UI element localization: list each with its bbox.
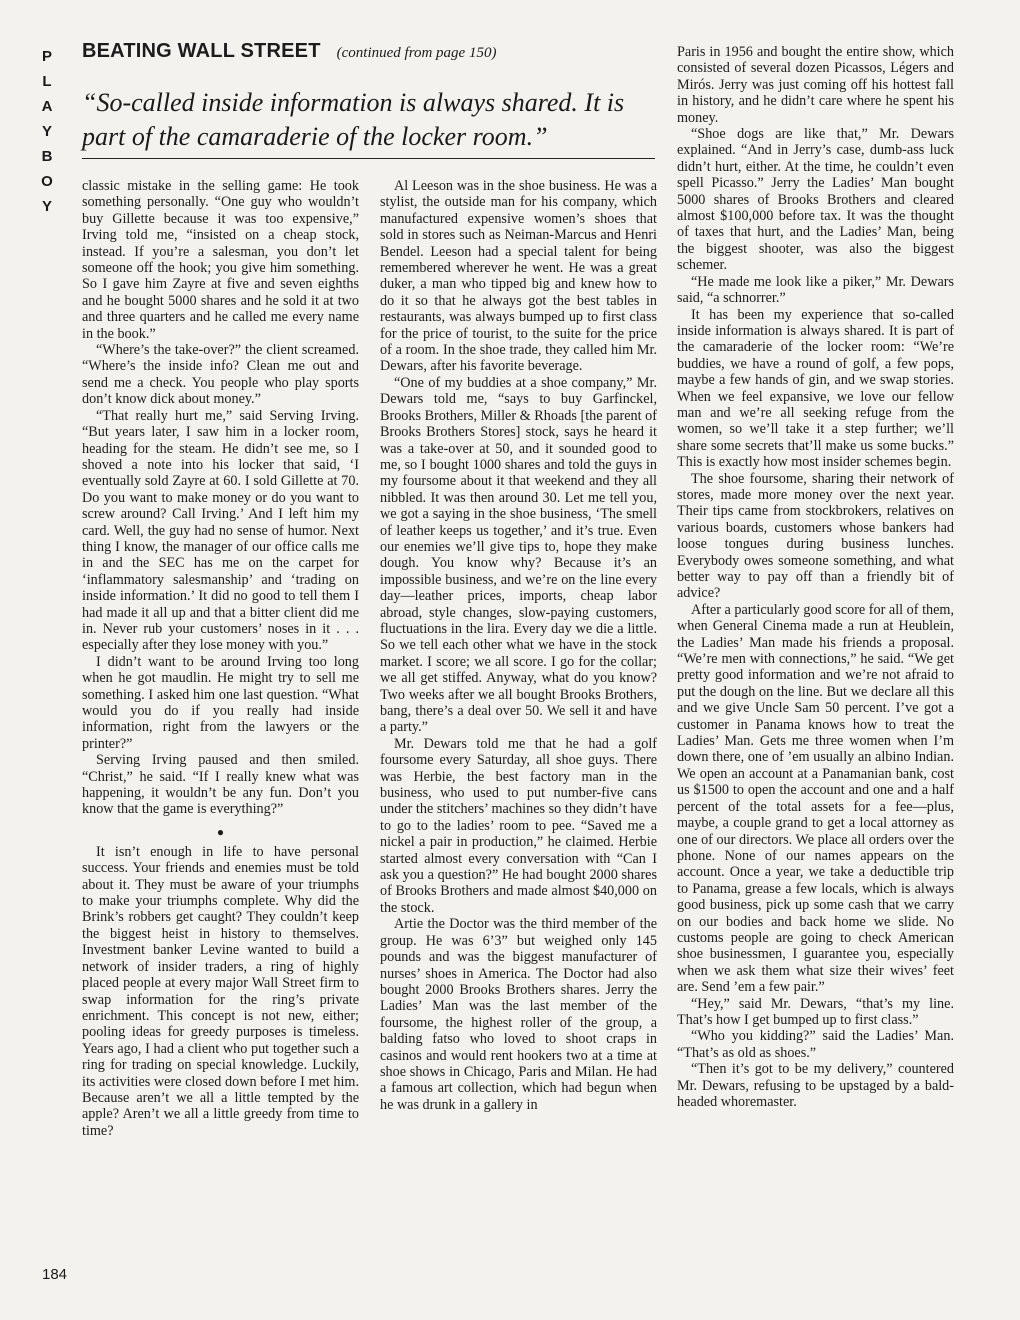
sidebar-letter: L [42,73,52,90]
paragraph: “Who you kidding?” said the Ladies’ Man. “That’s as old as shoes.” [677,1028,954,1061]
text-column-2 [380,178,657,1293]
paragraph: classic mistake in the selling game: He took something personally. “One guy who wouldn’t buy Gillette because it was too expensive,” Irving told me, “insisted on a cheap stock, instead. If you’re a salesman, you don’t let someone off the hook; you give him something. So I gave him Zayre at five and seven eighths and he bought 5000 shares and he sold it at two and three quarters and he called me every name in the book.” [82,178,359,342]
paragraph: “Shoe dogs are like that,” Mr. Dewars explained. “And in Jerry’s case, dumb-ass luck didn’t hurt, either. At the time, he couldn’t even spell Picasso.” Jerry the Ladies’ Man bought 5000 shares of Brooks Brothers and cleared almost $100,000 before tax. It was the thought of taxes that hurt, and the Ladies’ Man, being the biggest shooter, was also the biggest schemer. [677,126,954,274]
magazine-sidebar-mark [34,44,60,219]
text-column-1 [82,178,359,1293]
paragraph: It isn’t enough in life to have personal success. Your friends and enemies must be told about it. They must be aware of your triumphs to make your triumphs complete. Why did the Brink’s robbers get caught? They couldn’t keep the biggest heist in history to themselves. Investment banker Levine wanted to build a network of insider traders, a ring of highly placed people at every major Wall Street firm to swap information for the ring’s private enrichment. This concept is not new, either; pooling ideas for greedy purposes is timeless. Years ago, I had a client who put together such a ring for trading on special knowledge. Luckily, its activities were closed down before I met him. Because aren’t we all a little tempted by the apple? Aren’t we all a little greedy from time to time? [82,843,359,1139]
paragraph: Artie the Doctor was the third member of the group. He was 6’3” but weighed only 145 pounds and was the biggest manufacturer of nurses’ shoes in America. The Doctor had also bought 2000 Brooks Brothers shares. Jerry the Ladies’ Man was the last member of the foursome, the highest roller of the group, a balding fatso who loved to shoot craps in casinos and would rent hookers two at a time at shoe shows in Chicago, Paris and Milan. He had a famous art collection, which had begun when he was drunk in a gallery in [380,916,657,1113]
page-number: 184 [42,1266,68,1283]
section-break-dot: ● [216,824,225,839]
paragraph: Serving Irving paused and then smiled. “Christ,” he said. “If I really knew what was happening, it wouldn’t be any fun. Don’t you know that the game is everything?” [82,752,359,818]
sidebar-letter: B [41,148,53,165]
paragraph: After a particularly good score for all of them, when General Cinema made a run at Heublein, the Ladies’ Man made his friends a proposal. “We’re men with connections,” he said. “We get pretty good information and we’re not afraid to put the dough on the line. But we declare all this and we give Uncle Sam 50 percent. I’ve got a customer in Panama knows how to treat the Ladies’ Man. Gets me three women when I’m down there, one of ’em usually an albino Indian. We open an account at a Panamanian bank, cost us $1500 to open the account and one and a half percent of the total assets for a fee—plus, maybe, a couple grand to get a local attorney as one of our directors. We place all orders over the phone. None of our names appears on the account. Once a year, we take a deductible trip to Panama, grease a few locals, which is always good business, pick up some cash that we carry on our bodies and back home we slide. No customs people are going to check American shoe businessmen, I guarantee you, especially when we ask them what size their wives’ feet are. Send ’em a few pair.” [677,601,954,996]
paragraph: It has been my experience that so-called inside information is always shared. It is part of the camaraderie of the locker room: “We’re buddies, we have a round of golf, a few pops, maybe a few hands of gin, and we swap stories. When we feel expansive, we love our fellow man and we’re all seeking refuge from the women, so we’ll take it a step further; we’ll share some secrets that’ll make us some bucks.” This is exactly how most insider schemes begin. [677,306,954,471]
article-kicker: BEATING WALL STREET [82,40,321,62]
sidebar-letter: P [41,48,52,65]
text-column-3 [677,44,954,1294]
pull-quote: “So-called inside information is always shared. It is part of the camaraderie of the locker room.” [82,88,625,151]
paragraph: The shoe foursome, sharing their network of stores, made more money over the next year. Their tips came from stockbrokers, relatives on various boards, customers whose bankers had loose tongues during business lunches. Everybody owes someone something, and what better way to pay off than a friendly bit of advice? [677,470,954,602]
sidebar-letter: A [41,98,53,115]
paragraph: “Where’s the take-over?” the client screamed. “Where’s the inside info? Clean me out and send me a check. You people who play sports don’t know dick about money.” [82,342,359,408]
paragraph: Paris in 1956 and bought the entire show, which consisted of several dozen Picassos, Légers and Mirós. Jerry was just coming off his hottest fall in history, and he didn’t care where he spent his money. [677,44,954,126]
paragraph: “Hey,” said Mr. Dewars, “that’s my line. That’s how I get bumped up to first class.” [677,995,954,1028]
paragraph: “That really hurt me,” said Serving Irving. “But years later, I saw him in a locker room, heading for the steam. He didn’t see me, so I shoved a note into his locker that said, ‘I eventually sold Zayre at 60. I sold Gillette at 70. Do you want to make money or do you want to screw around? Call Irving.’ And I left him my card. Well, the guy had no sense of humor. Next thing I know, the manager of our office calls me in and the SEC has me on the carpet for ‘inflammatory salesmanship’ and ‘trading on inside information.’ It did no good to tell them I had made it all up and that a bitter client did me in. Never rub your customers’ noses in it . . . especially after they lose money with you.” [82,407,359,654]
pull-quote-rule [82,158,655,159]
sidebar-letter: O [41,173,53,190]
article-header [82,40,652,64]
paragraph: “He made me look like a piker,” Mr. Dewars said, “a schnorrer.” [677,273,954,307]
paragraph: Mr. Dewars told me that he had a golf foursome every Saturday, all shoe guys. There was Herbie, the best factory man in the business, who used to put number-five cans under the stitchers’ machines so they didn’t have to go to the ladies’ room to pee. “Saved me a nickel a pair in production,” he claimed. Herbie started almost every conversation with “Can I ask you a question?” He had bought 2000 shares of Brooks Brothers and made almost $40,000 on the stock. [380,735,657,916]
paragraph: Al Leeson was in the shoe business. He was a stylist, the outside man for his company, which manufactured expensive women’s shoes that sold in stores such as Neiman-Marcus and Henri Bendel. Leeson had a special talent for being remembered wherever he went. He was a great duker, a man who tipped big and knew how to do it so that he always got the best tables in restaurants, was always bumped up to first class for the price of tourist, to the suite for the price of a room. In the shoe trade, they called him Mr. Dewars, after his favorite beverage. [380,178,657,375]
continued-note: (continued from page 150) [336,45,497,61]
paragraph: I didn’t want to be around Irving too long when he got maudlin. He might try to sell me something. I asked him one last question. “What would you do if you really had inside information, right from the lawyers or the printer?” [82,653,359,752]
sidebar-letter: Y [41,198,52,215]
paragraph: “Then it’s got to be my delivery,” countered Mr. Dewars, refusing to be upstaged by a bald-headed whoremaster. [677,1061,954,1110]
paragraph: “One of my buddies at a shoe company,” Mr. Dewars told me, “says to buy Garfinckel, Brooks Brothers, Miller & Rhoads [the parent of Brooks Brothers Stores] stock, says he heard it was a take-over at 50, and it sounded good to me, so I bought 1000 shares and told the guys in my foursome about it that weekend and they all nibbled. It was then around 30. Let me tell you, we got a saying in the shoe business, ‘The smell of leather keeps us together,’ and it’s true. Even our enemies we’ll give tips to, hope they make dough. You know why? Because it’s an impossible business, and we’re on the line every day—leather prices, imports, cheap labor abroad, style changes, slow-paying customers, fluctuations in the lira. Every day we die a little. So we tell each other what we have in the stock market. I score; we all score. I go for the collar; we all get stiffed. Anyway, what do you know? Two weeks after we all bought Brooks Brothers, bang, there’s a deal over 50. We sell it and have a party.” [380,374,657,736]
sidebar-letter: Y [41,123,52,140]
